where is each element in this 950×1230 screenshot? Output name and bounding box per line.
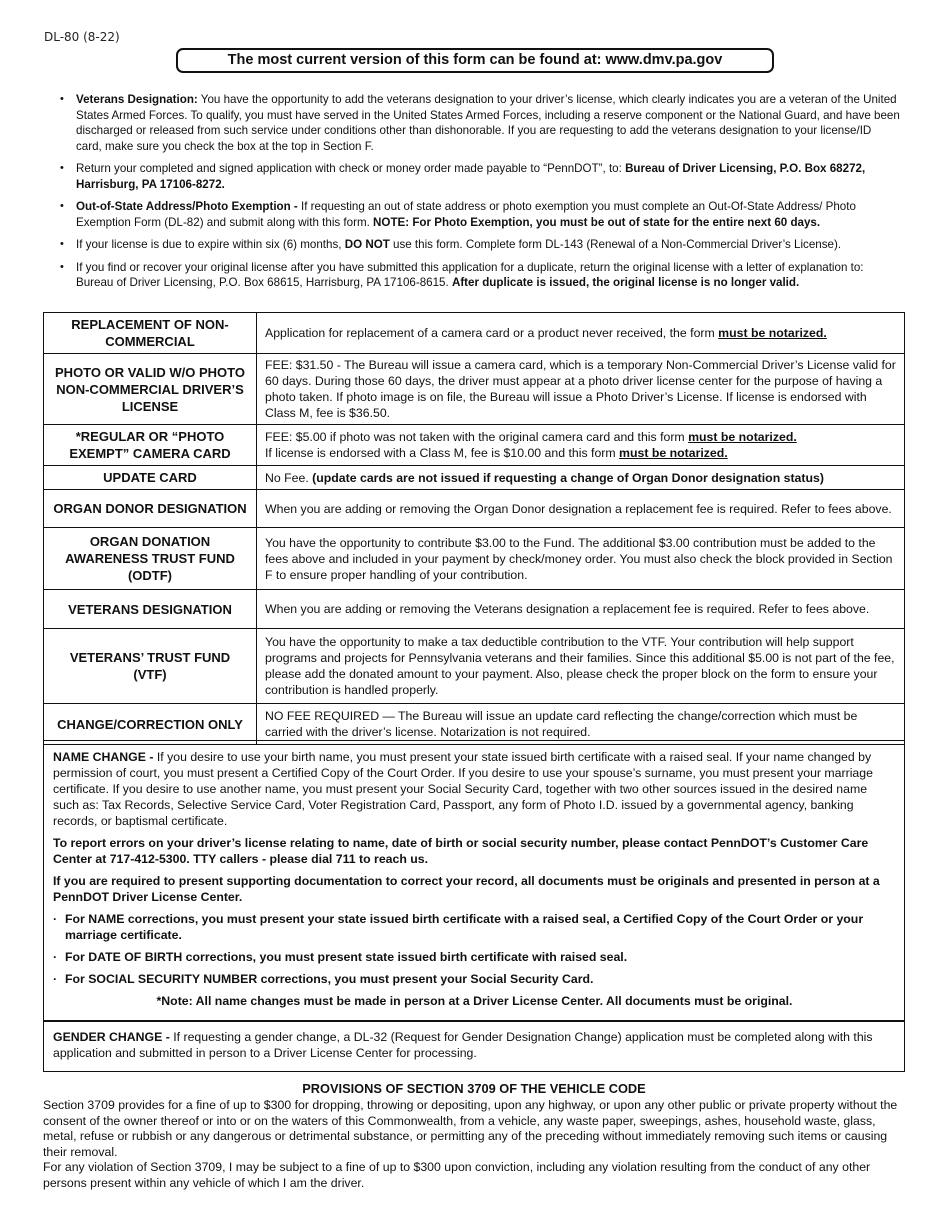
row-description: NO FEE REQUIRED — The Bureau will issue an update card reflecting the change/correction which must be carried with the driver’s license. Notarization is not required.: [257, 704, 905, 745]
table-row: [44, 528, 905, 590]
notarized-note: must be notarized.: [619, 446, 728, 460]
form-id: DL-80 (8-22): [44, 30, 120, 44]
bullet-bold-tail: Bureau of Driver Licensing, P.O. Box 68272, Harrisburg, PA 17106-8272.: [76, 162, 866, 191]
bullet-bold-mid: DO NOT: [344, 238, 390, 251]
list-item-recovered-license: [60, 260, 900, 291]
bullet-text: If requesting an out of state address or photo exemption you must complete an Out-Of-State Address/ Photo Exemption Form (DL-82) and submit along with this form.: [76, 200, 856, 229]
list-item-expiring-license: [60, 237, 900, 253]
documentation-paragraph: If you are required to present supporting documentation to correct your record, all documents must be originals and presented in person at a PennDOT Driver License Center.: [53, 874, 880, 904]
list-item: · For DATE OF BIRTH corrections, you must present state issued birth certificate with raised seal.: [53, 949, 896, 965]
provisions-title: PROVISIONS OF SECTION 3709 OF THE VEHICLE CODE: [302, 1081, 646, 1096]
list-item: · For NAME corrections, you must present your state issued birth certificate with a raised seal, a Certified Copy of the Court Order or your marriage certificate.: [53, 911, 896, 943]
bullet-bold-tail: After duplicate is issued, the original license is no longer valid.: [451, 276, 800, 289]
row-bold-text: (update cards are not issued if requesting a change of Organ Donor designation status): [312, 470, 824, 485]
bullet-text: Return your completed and signed application with check or money order made payable to “PennDOT”, to:: [76, 162, 626, 175]
row-description: [257, 466, 905, 490]
table-row: [44, 313, 905, 354]
table-row: [44, 629, 905, 704]
list-item-return-application: [60, 161, 900, 192]
name-change-note: *Note: All name changes must be made in person at a Driver License Center. All documents must be original.: [156, 994, 793, 1008]
row-text: If license is endorsed with a Class M, fee is $10.00 and this form: [265, 446, 620, 460]
bullet-text: If you find or recover your original license after you have submitted this application for a duplicate, return the original license with a letter of explanation to: Bureau of Driver Licensing, P.O. Box 68615, Harrisburg, PA 17106-8615.: [76, 260, 864, 289]
instruction-list: [60, 92, 900, 298]
bullet-lead: Out-of-State Address/Photo Exemption -: [76, 200, 298, 213]
bullet-text: You have the opportunity to add the veterans designation to your driver’s license, which clearly indicates you are a veteran of the United States Armed Forces. To qualify, you must have served in the United States Armed Forces, including a reserve component or the National Guard, and have been discharged or released from such service under conditions other than dishonorable. If you are requesting to add the veterans designation to your license/ID card, make sure you check the box at the top in Section F.: [76, 93, 900, 153]
bullet-text-2: use this form. Complete form DL-143 (Renewal of a Non-Commercial Driver’s License).: [389, 238, 842, 251]
gender-change-text: If requesting a gender change, a DL-32 (Request for Gender Designation Change) application must be completed along with this application and submitted in person to a Driver License Center for processing.: [53, 1030, 873, 1060]
gender-change-lead: GENDER CHANGE -: [53, 1030, 170, 1044]
row-description: You have the opportunity to contribute $3.00 to the Fund. The additional $3.00 contribution must be added to the fees above and included in your payment by check/money order. You must also check the block provided in Section F to ensure proper handling of your contribution.: [257, 528, 905, 590]
bullet-bold-tail: NOTE: For Photo Exemption, you must be out of state for the entire next 60 days.: [373, 215, 821, 229]
row-label: REPLACEMENT OF NON-COMMERCIAL: [44, 313, 257, 354]
row-label: PHOTO OR VALID W/O PHOTO NON-COMMERCIAL DRIVER’S LICENSE: [44, 354, 257, 425]
table-row: [44, 354, 905, 425]
row-text: FEE: $5.00 if photo was not taken with the original camera card and this form: [265, 430, 689, 444]
row-description: You have the opportunity to make a tax deductible contribution to the VTF. Your contribution will help support programs and projects for Pennsylvania veterans and their families. Since this additional $5.00 is not part of the fee, please add the donated amount to your payment. Also, please check the proper block on the form to ensure your contribution is handled properly.: [257, 629, 905, 704]
row-label: ORGAN DONOR DESIGNATION: [44, 490, 257, 528]
row-description: When you are adding or removing the Organ Donor designation a replacement fee is required. Refer to fees above.: [257, 490, 905, 528]
table-row: [44, 704, 905, 745]
name-change-paragraph: [53, 749, 896, 829]
notarized-note: must be notarized.: [688, 430, 797, 444]
table-row: [44, 490, 905, 528]
name-change-lead: NAME CHANGE -: [53, 750, 154, 764]
row-label: *REGULAR OR “PHOTO EXEMPT” CAMERA CARD: [44, 425, 257, 466]
row-line: [265, 429, 896, 445]
row-text: Application for replacement of a camera card or a product never received, the form: [265, 326, 719, 340]
fee-table: [43, 312, 905, 745]
row-line: [265, 445, 896, 461]
row-text: No Fee.: [265, 470, 313, 485]
bullet-lead: Veterans Designation:: [76, 93, 198, 106]
bullet-text: If your license is due to expire within six (6) months,: [76, 238, 345, 251]
row-label: VETERANS’ TRUST FUND (VTF): [44, 629, 257, 704]
row-label: ORGAN DONATION AWARENESS TRUST FUND (ODTF): [44, 528, 257, 590]
list-item: · For SOCIAL SECURITY NUMBER corrections, you must present your Social Security Card.: [53, 971, 896, 987]
row-description: When you are adding or removing the Veterans designation a replacement fee is required. Refer to fees above.: [257, 590, 905, 629]
table-row: [44, 590, 905, 629]
table-row: [44, 425, 905, 466]
provisions-paragraph-1: Section 3709 provides for a fine of up to $300 for dropping, throwing or depositing, upon any highway, or upon any other public or private property without the consent of the owner thereof or into or on the waters of this Commonwealth, from a vehicle, any waste paper, sweepings, ashes, household waste, glass, metal, refuse or rubbish or any dangerous or detrimental substance, or permitting any of the preceding without immediately removing such items or causing their removal.: [43, 1098, 898, 1159]
name-change-section: [43, 740, 905, 1021]
notarized-note: must be notarized.: [718, 326, 827, 340]
provisions-paragraph-2: For any violation of Section 3709, I may be subject to a fine of up to $300 upon conviction, including any violation resulting from the conduct of any other persons present within any vehicle of which I am the driver.: [43, 1160, 871, 1190]
report-errors-paragraph: To report errors on your driver’s license relating to name, date of birth or social security number, please contact PennDOT’s Customer Care Center at 717-412-5300. TTY callers - please dial 711 to reach us.: [53, 836, 869, 866]
website-banner: The most current version of this form can be found at: www.dmv.pa.gov: [176, 48, 774, 73]
list-item-veterans-designation: [60, 92, 900, 154]
row-description: [257, 313, 905, 354]
table-row: [44, 466, 905, 490]
row-description: [257, 425, 905, 466]
row-label: UPDATE CARD: [44, 466, 257, 490]
row-label: CHANGE/CORRECTION ONLY: [44, 704, 257, 745]
row-label: VETERANS DESIGNATION: [44, 590, 257, 629]
list-item-out-of-state: [60, 199, 900, 230]
row-description: FEE: $31.50 - The Bureau will issue a camera card, which is a temporary Non-Commercial Driver’s License valid for 60 days. During those 60 days, the driver must appear at a photo driver license center for the purpose of having a photo taken. If photo image is on file, the Bureau will issue a Photo Driver’s License. If license is endorsed with Class M, fee is $36.50.: [257, 354, 905, 425]
name-change-text: If you desire to use your birth name, you must present your state issued birth certificate with a raised seal. If your name changed by permission of court, you must present a Certified Copy of the Court Order. If you desire to use your spouse’s surname, you must present your marriage certificate. If you desire to use another name, you must present your Social Security Card, together with two other sources issued in the desired name such as: Tax Records, Selective Service Card, Voter Registration Card, Passport, any form of Photo I.D. issued by a governmental agency, banking records, or baptismal certificate.: [53, 750, 873, 828]
gender-change-section: [43, 1021, 905, 1072]
